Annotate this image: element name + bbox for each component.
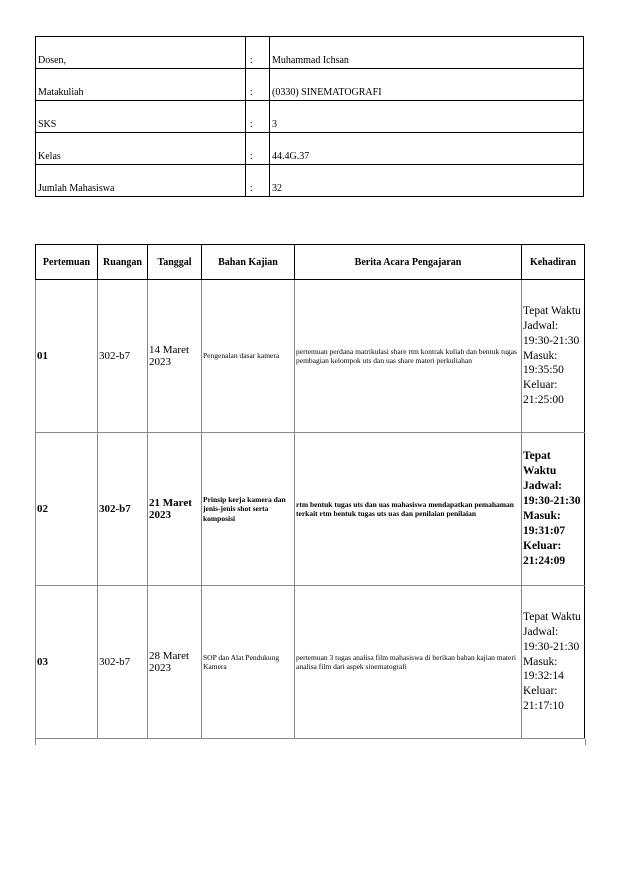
info-label: Jumlah Mahasiswa — [36, 165, 246, 197]
info-separator: : — [246, 69, 270, 101]
info-label: SKS — [36, 101, 246, 133]
kehadiran-masuk: Masuk: 19:35:50 — [523, 349, 564, 377]
info-row-matakuliah — [36, 69, 584, 101]
header-tanggal: Tanggal — [148, 245, 202, 280]
kehadiran-masuk: Masuk: 19:32:14 — [523, 655, 564, 683]
cell-berita-acara: rtm bentuk tugas uts dan uas mahasiswa mendapatkan pemahaman terkait rtm bentuk tugas uts uas dan penilaian penilaian — [295, 433, 522, 586]
info-separator: : — [246, 165, 270, 197]
cell-tanggal: 14 Maret 2023 — [148, 280, 202, 433]
cell-kehadiran — [522, 586, 585, 739]
header-kehadiran: Kehadiran — [522, 245, 585, 280]
kehadiran-jadwal: Jadwal: 19:30-21:30 — [523, 319, 580, 347]
attendance-table — [35, 244, 585, 739]
kehadiran-jadwal: Jadwal: 19:30-21:30 — [523, 625, 580, 653]
kehadiran-keluar: Keluar: 21:17:10 — [523, 685, 564, 713]
table-row — [36, 433, 585, 586]
table-header-row — [36, 245, 585, 280]
cell-bahan-kajian: Prinsip kerja kamera dan jenis-jenis shot serta komposisi — [202, 433, 295, 586]
table-row — [36, 586, 585, 739]
info-value: 3 — [270, 101, 584, 133]
kehadiran-jadwal: Jadwal: 19:30-21:30 — [523, 480, 581, 508]
cell-kehadiran — [522, 433, 585, 586]
header-berita-acara: Berita Acara Pengajaran — [295, 245, 522, 280]
table-row — [36, 280, 585, 433]
info-value: 44.4G.37 — [270, 133, 584, 165]
kehadiran-masuk: Masuk: 19:31:07 — [523, 510, 566, 537]
table-continuation — [35, 739, 586, 745]
cell-ruangan: 302-b7 — [98, 586, 148, 739]
info-row-sks — [36, 101, 584, 133]
cell-berita-acara: pertemuan perdana matrikulasi share rtm kontrak kuliah dan bentuk tugas pembagian kelompok uts dan uas share materi perkuliahan — [295, 280, 522, 433]
info-value: Muhammad Ichsan — [270, 37, 584, 69]
header-pertemuan: Pertemuan — [36, 245, 98, 280]
info-row-kelas — [36, 133, 584, 165]
info-label: Dosen, — [36, 37, 246, 69]
cell-ruangan: 302-b7 — [98, 280, 148, 433]
kehadiran-keluar: Keluar: 21:25:00 — [523, 379, 564, 407]
cell-berita-acara: pertemuan 3 tugas analisa film mahasiswa di berikan bahan kajian materi analisa film dari aspek sinematografi — [295, 586, 522, 739]
cell-bahan-kajian: Pengenalan dasar kamera — [202, 280, 295, 433]
info-separator: : — [246, 37, 270, 69]
cell-tanggal: 21 Maret 2023 — [148, 433, 202, 586]
kehadiran-status: Tepat Waktu — [523, 304, 581, 317]
cell-pertemuan: 01 — [36, 280, 98, 433]
cell-tanggal: 28 Maret 2023 — [148, 586, 202, 739]
header-bahan-kajian: Bahan Kajian — [202, 245, 295, 280]
header-ruangan: Ruangan — [98, 245, 148, 280]
info-label: Matakuliah — [36, 69, 246, 101]
info-label: Kelas — [36, 133, 246, 165]
info-row-jumlah-mahasiswa — [36, 165, 584, 197]
cell-pertemuan: 02 — [36, 433, 98, 586]
cell-bahan-kajian: SOP dan Alat Pendukung Kamera — [202, 586, 295, 739]
kehadiran-status: Tepat Waktu — [523, 450, 557, 478]
info-row-dosen — [36, 37, 584, 69]
cell-kehadiran — [522, 280, 585, 433]
info-separator: : — [246, 101, 270, 133]
cell-pertemuan: 03 — [36, 586, 98, 739]
course-info-table — [35, 36, 584, 197]
kehadiran-keluar: Keluar: 21:24:09 — [523, 539, 566, 567]
info-value: (0330) SINEMATOGRAFI — [270, 69, 584, 101]
info-separator: : — [246, 133, 270, 165]
info-value: 32 — [270, 165, 584, 197]
kehadiran-status: Tepat Waktu — [523, 610, 581, 623]
cell-ruangan: 302-b7 — [98, 433, 148, 586]
